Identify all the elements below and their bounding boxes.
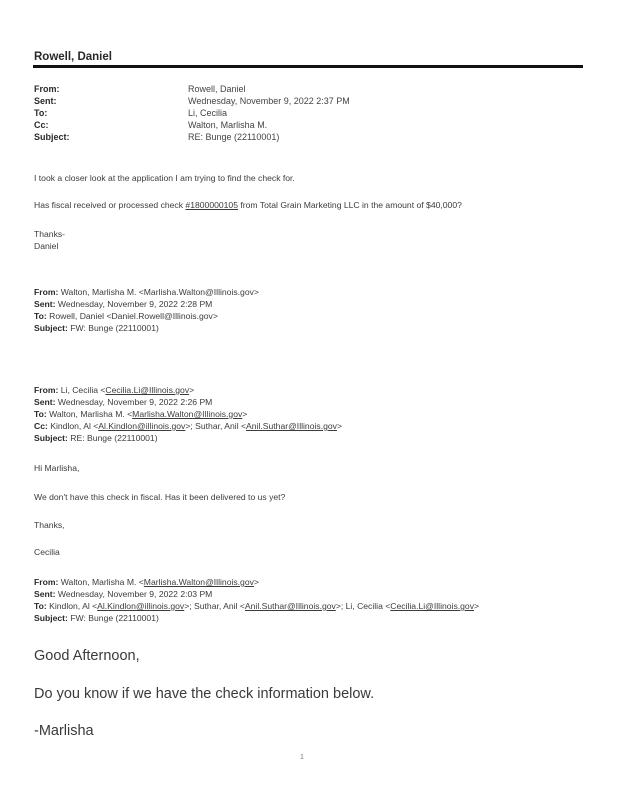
email3-from-post: > bbox=[189, 385, 195, 395]
email2-subject-value: FW: Bunge (22110001) bbox=[70, 323, 159, 333]
email3-subject-label: Subject: bbox=[34, 433, 68, 443]
message1-line2-post: from Total Grain Marketing LLC in the amount of $40,000? bbox=[238, 200, 462, 210]
message1-sign1: Thanks- bbox=[34, 229, 66, 239]
sender-name: Rowell, Daniel bbox=[34, 51, 112, 63]
message1-line2-pre: Has fiscal received or processed check bbox=[34, 200, 186, 210]
email4-from bbox=[34, 577, 259, 588]
cc-label: Cc: bbox=[34, 120, 49, 130]
email2-subject bbox=[34, 323, 159, 334]
email2-subject-label: Subject: bbox=[34, 323, 68, 333]
email4-subject-label: Subject: bbox=[34, 613, 68, 623]
email3-from bbox=[34, 385, 194, 396]
email4-sent bbox=[34, 589, 212, 600]
email3-to bbox=[34, 409, 247, 420]
to-value: Li, Cecilia bbox=[188, 108, 228, 118]
email4-subject bbox=[34, 613, 159, 624]
email4-to-mid1: >; Suthar, Anil < bbox=[184, 601, 245, 611]
email4-to-post: > bbox=[474, 601, 480, 611]
email4-body: Do you know if we have the check information below. bbox=[34, 686, 375, 702]
email2-to-value: Rowell, Daniel <Daniel.Rowell@Illinois.gov> bbox=[49, 311, 218, 321]
message1-sign2: Daniel bbox=[34, 241, 59, 251]
email3-cc-email2-link[interactable]: Anil.Suthar@Illinois.gov bbox=[246, 421, 337, 431]
email3-cc-post: > bbox=[336, 421, 342, 431]
email4-from-label: From: bbox=[34, 577, 59, 587]
email2-sent-label: Sent: bbox=[34, 299, 56, 309]
email3-thanks: Thanks, bbox=[34, 520, 65, 530]
header-rule bbox=[33, 65, 583, 68]
sent-label: Sent: bbox=[34, 96, 57, 106]
email4-to-email2-link[interactable]: Anil.Suthar@Illinois.gov bbox=[244, 601, 336, 611]
email3-to-label: To: bbox=[34, 409, 47, 419]
email2-sent-value: Wednesday, November 9, 2022 2:28 PM bbox=[57, 299, 213, 309]
email3-cc-email1-link[interactable]: Al.Kindlon@illinois.gov bbox=[98, 421, 186, 431]
email4-to-pre: Kindlon, Al < bbox=[49, 601, 98, 611]
from-value: Rowell, Daniel bbox=[188, 84, 246, 94]
email3-to-email-link[interactable]: Marlisha.Walton@Illinois.gov bbox=[132, 409, 243, 419]
email4-to-mid2: >; Li, Cecilia < bbox=[335, 601, 391, 611]
email3-sent-value: Wednesday, November 9, 2022 2:26 PM bbox=[57, 397, 213, 407]
email2-to-label: To: bbox=[34, 311, 47, 321]
email3-sent-label: Sent: bbox=[34, 397, 56, 407]
email4-sent-value: Wednesday, November 9, 2022 2:03 PM bbox=[57, 589, 213, 599]
email3-cc-pre: Kindlon, Al < bbox=[50, 421, 99, 431]
email4-from-pre: Walton, Marlisha M. < bbox=[60, 577, 144, 587]
message1-line1: I took a closer look at the application I am trying to find the check for. bbox=[34, 173, 295, 183]
email4-to-email1-link[interactable]: Al.Kindlon@illinois.gov bbox=[97, 601, 185, 611]
email3-cc-label: Cc: bbox=[34, 421, 48, 431]
email3-cc-mid: >; Suthar, Anil < bbox=[185, 421, 247, 431]
email3-from-label: From: bbox=[34, 385, 59, 395]
email3-to-pre: Walton, Marlisha M. < bbox=[49, 409, 133, 419]
sent-value: Wednesday, November 9, 2022 2:37 PM bbox=[188, 96, 350, 106]
email4-greeting: Good Afternoon, bbox=[34, 648, 140, 664]
email4-to-email3-link[interactable]: Cecilia.Li@Illinois.gov bbox=[390, 601, 474, 611]
subject-value: RE: Bunge (22110001) bbox=[188, 132, 280, 142]
email3-cc bbox=[34, 421, 342, 432]
email2-sent bbox=[34, 299, 212, 310]
email4-sent-label: Sent: bbox=[34, 589, 56, 599]
email3-from-email-link[interactable]: Cecilia.Li@Illinois.gov bbox=[105, 385, 190, 395]
subject-label: Subject: bbox=[34, 132, 70, 142]
email4-from-email-link[interactable]: Marlisha.Walton@Illinois.gov bbox=[143, 577, 254, 587]
email3-subject bbox=[34, 433, 158, 444]
email4-to-label: To: bbox=[34, 601, 47, 611]
page-number: 1 bbox=[300, 754, 304, 761]
email3-from-pre: Li, Cecilia < bbox=[60, 385, 106, 395]
email3-to-post: > bbox=[242, 409, 248, 419]
email4-from-post: > bbox=[253, 577, 259, 587]
email2-from-value: Walton, Marlisha M. <Marlisha.Walton@Illinois.gov> bbox=[60, 287, 259, 297]
email4-signature: -Marlisha bbox=[34, 723, 94, 739]
message1-line2 bbox=[34, 200, 462, 211]
from-label: From: bbox=[34, 84, 60, 94]
email3-body: We don't have this check in fiscal. Has it been delivered to us yet? bbox=[34, 492, 286, 502]
email3-signature: Cecilia bbox=[34, 547, 60, 557]
cc-value: Walton, Marlisha M. bbox=[188, 120, 268, 130]
email2-to bbox=[34, 311, 218, 322]
email3-subject-value: RE: Bunge (22110001) bbox=[70, 433, 158, 443]
to-label: To: bbox=[34, 108, 48, 118]
email3-sent bbox=[34, 397, 212, 408]
email3-greeting: Hi Marlisha, bbox=[34, 463, 80, 473]
email4-to bbox=[34, 601, 479, 612]
email4-subject-value: FW: Bunge (22110001) bbox=[70, 613, 159, 623]
email2-from-label: From: bbox=[34, 287, 59, 297]
check-number: #1800000105 bbox=[185, 200, 238, 210]
email2-from bbox=[34, 287, 259, 298]
